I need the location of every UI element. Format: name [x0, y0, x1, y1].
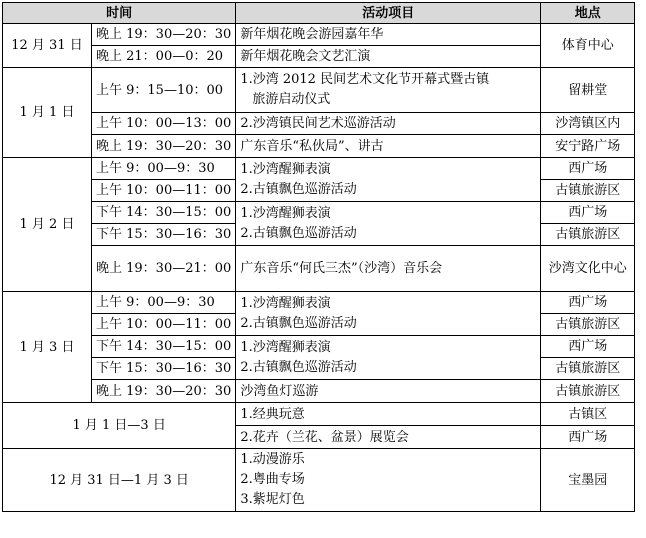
time-cell: 下午 15：30—16：30: [92, 224, 236, 246]
place-cell: 西广场: [541, 202, 635, 224]
place-cell: 西广场: [541, 158, 635, 180]
activity-line: 旅游启动仪式: [252, 92, 331, 107]
time-cell: 上午 10：00—13：00: [92, 113, 236, 135]
activity-line: 1.沙湾醒狮表演: [240, 295, 331, 311]
place-cell: 古镇旅游区: [541, 314, 635, 336]
table-row: [3, 380, 635, 403]
activity-cell: [236, 336, 541, 380]
place-cell: 古镇旅游区: [541, 180, 635, 202]
activity-line: 1.沙湾醒狮表演: [240, 205, 331, 221]
table-row: [3, 135, 635, 158]
activity-line: 1.沙湾 2012 民间艺术文化节开幕式暨古镇: [240, 72, 490, 87]
place-cell: 古镇旅游区: [541, 224, 635, 246]
table-row: [3, 246, 635, 292]
place-cell: 沙湾镇区内: [541, 113, 635, 135]
table-row: [3, 158, 635, 180]
table-row: [3, 336, 635, 358]
time-cell: 上午 9：15—10：00: [92, 68, 236, 113]
table-row: [3, 403, 635, 426]
activity-line: 3.紫坭灯色: [240, 492, 305, 507]
time-cell: 下午 14：30—15：00: [92, 202, 236, 224]
time-cell: 晚上 21：00—0：20: [92, 46, 236, 68]
time-cell: 上午 10：00—11：00: [92, 314, 236, 336]
time-cell: 下午 15：30—16：30: [92, 358, 236, 380]
activity-line: 2.古镇飘色巡游活动: [240, 181, 357, 197]
time-cell: 上午 9：00—9：30: [92, 158, 236, 180]
time-cell: 上午 9：00—9：30: [92, 292, 236, 314]
place-cell: 西广场: [541, 292, 635, 314]
activity-cell: 2.花卉（兰花、盆景）展览会: [236, 426, 541, 449]
table-row: [3, 24, 635, 46]
activity-cell: [236, 202, 541, 246]
date-cell: 1 月 2 日: [3, 158, 92, 292]
table-row: [3, 46, 635, 68]
activity-line: 1.动漫游乐: [240, 452, 305, 467]
activity-cell: 广东音乐“何氏三杰”（沙湾）音乐会: [236, 246, 541, 292]
header-activity: 活动项目: [236, 3, 541, 24]
activity-cell: 新年烟花晚会文艺汇演: [236, 46, 541, 68]
time-cell: 下午 14：30—15：00: [92, 336, 236, 358]
place-cell: 沙湾文化中心: [541, 246, 635, 292]
time-cell: 晚上 19：30—20：30: [92, 24, 236, 46]
activity-line: 1.沙湾醒狮表演: [240, 161, 331, 177]
table-row: [3, 68, 635, 113]
activity-cell: [236, 292, 541, 336]
place-cell: 西广场: [541, 336, 635, 358]
activity-cell: 2.沙湾镇民间艺术巡游活动: [236, 113, 541, 135]
activity-line: 2.古镇飘色巡游活动: [240, 225, 357, 241]
schedule-table: [2, 2, 635, 512]
activity-line: 1.沙湾醒狮表演: [240, 339, 331, 355]
table-row: [3, 449, 635, 512]
table-row: [3, 292, 635, 314]
activity-cell: 广东音乐“私伙局”、讲古: [236, 135, 541, 158]
place-cell: 古镇旅游区: [541, 380, 635, 403]
header-time: 时间: [3, 3, 236, 24]
date-cell: 1 月 1 日—3 日: [3, 403, 236, 449]
time-cell: 晚上 19：30—20：30: [92, 135, 236, 158]
activity-line: 2.古镇飘色巡游活动: [240, 315, 357, 331]
activity-line: 2.古镇飘色巡游活动: [240, 359, 357, 375]
place-cell: 古镇旅游区: [541, 358, 635, 380]
place-cell: 体育中心: [541, 24, 635, 68]
date-cell: 1 月 3 日: [3, 292, 92, 403]
activity-cell: 新年烟花晚会游园嘉年华: [236, 24, 541, 46]
date-cell: 1 月 1 日: [3, 68, 92, 158]
place-cell: 古镇区: [541, 403, 635, 426]
activity-cell: [236, 68, 541, 113]
header-row: [3, 3, 635, 24]
activity-cell: 1.经典玩意: [236, 403, 541, 426]
time-cell: 上午 10：00—11：00: [92, 180, 236, 202]
place-cell: 安宁路广场: [541, 135, 635, 158]
activity-cell: 沙湾鱼灯巡游: [236, 380, 541, 403]
place-cell: 宝墨园: [541, 449, 635, 512]
activity-cell: [236, 158, 541, 202]
table-row: [3, 202, 635, 224]
time-cell: 晚上 19：30—21：00: [92, 246, 236, 292]
place-cell: 西广场: [541, 426, 635, 449]
date-cell: 12 月 31 日: [3, 24, 92, 68]
activity-line: 2.粤曲专场: [240, 472, 305, 487]
table-row: [3, 113, 635, 135]
time-cell: 晚上 19：30—20：30: [92, 380, 236, 403]
header-place: 地点: [541, 3, 635, 24]
place-cell: 留耕堂: [541, 68, 635, 113]
activity-cell: [236, 449, 541, 512]
date-cell: 12 月 31 日—1 月 3 日: [3, 449, 236, 512]
